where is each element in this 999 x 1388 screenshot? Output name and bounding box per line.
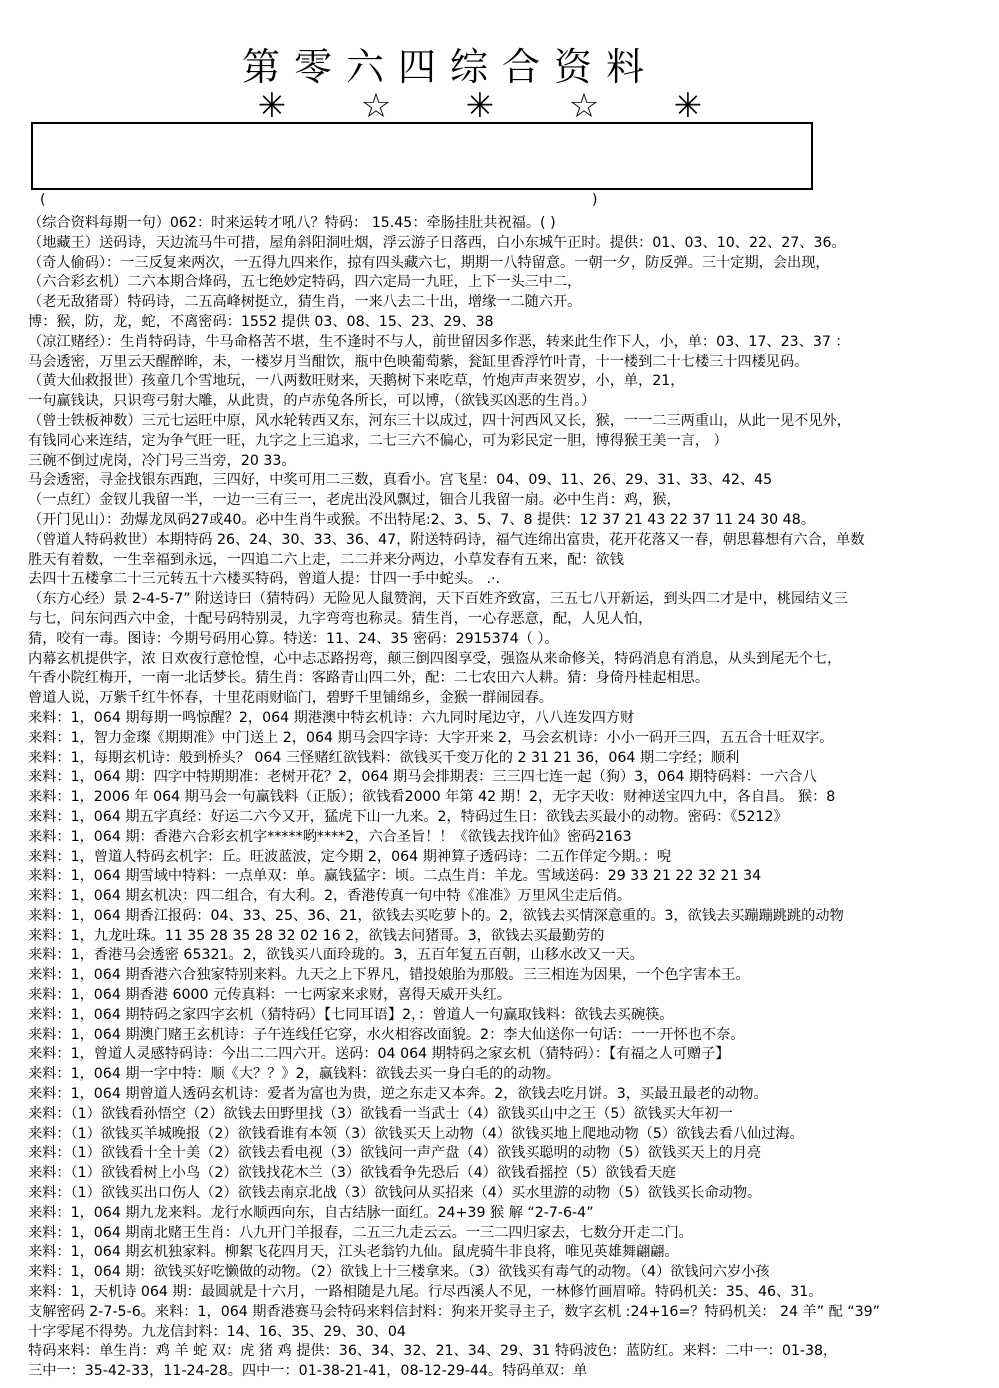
text-line: （地藏王）送码诗，天边流马牛可措，屋角斜阳洞吐烟，浮云游子日落西，白小东城午正时。提供：01、03、10、22、27、36。 [28,234,846,251]
page-title: 第零六四综合资料 [241,45,658,89]
text-line: 来料：1，智力金璨《期期准》中门送上 2，064 期马会四字诗：大字开来 2，马会玄机诗：小小一码开三四，五五合十旺双字。 [28,729,834,746]
text-line: 来料：1，天机诗 064 期：最圆就是十六月，一路相随是九尾。行尽西溪人不见，一林修竹画眉啼。特码机关：35、46、31。 [28,1284,823,1301]
text-line: （曾士铁板神数）三元七运旺中原，风水轮转西又东，河东三十以成过，四十河西风又长，猴，一一二三两重山，从此一见不见外， [28,412,851,429]
text-line: 来料：1，064 期香港 6000 元传真料：一七两家来求财，喜得天威开头红。 [28,987,511,1004]
text-line: 一句赢钱诀，只识弯弓射大雕，从此贵，的卢赤兔各所长，可以博，（欲钱买凶恶的生肖。） [28,393,596,410]
close-paren: ) [592,192,598,208]
empty-frame-box [31,122,813,190]
text-line: 来料：1，064 期曾道人透码玄机诗：爱者为富也为贵，逆之东走又本奔。2，欲钱去吃月饼。3，买最丑最老的动物。 [28,1086,768,1103]
text-line: （开门见山）：劲爆龙凤码27或40。必中生肖牛或猴。不出特尾:2、3、5、7、8 提供：12 37 21 43 22 37 11 24 30 48。 [28,511,815,528]
text-line: （东方心经）景 2-4-5-7” 附送诗曰（猜特码）无险见人鼠赞润，天下百姓齐致富，三五七八开新运，到头四二才是中，桃园结义三 [28,591,848,608]
text-body [28,214,984,1382]
text-line: 博：猴，防，龙，蛇，不离密码：1552 提供 03、08、15、23、29、38 [28,313,494,330]
text-line: 曾道人说，万紫千红牛怀春，十里花雨财临门，碧野千里铺绵乡，金猴一群闹园春。 [28,690,553,707]
text-line: （凉江赌经）：生肖特码诗，牛马命格苦不堪，生不逢时不与人，前世留因多作恶，转来此生作下人，小，单：03、17、23、37 ： [28,333,850,350]
text-line: 有钱同心来连结，定为争气旺一旺，九字之上三追求，二七三六不偏心，可为彩民定一胆，博得猴王美一言， ） [28,432,728,449]
text-line: 来料：1，064 期：四字中特期期准：老树开花？2，064 期马会排期表：三三四七连一起（狗）3，064 期特码料：一六合八 [28,769,817,786]
asterisk-star-icon: ✳ [673,86,703,126]
star-row [250,86,710,126]
outline-star-icon: ☆ [360,86,392,126]
asterisk-star-icon: ✳ [465,86,495,126]
text-line: 来料：1，曾道人特码玄机字：丘。旺波蓝波，定今期 2，064 期神算子透码诗：二五作佯定今期。：唲 [28,848,671,865]
text-line: 来料：1，064 期特码之家四字玄机（猜特码）【七同耳语】2，：曾道人一句赢取钱料：欲钱去买碗筷。 [28,1006,674,1023]
text-line: 来料：1，064 期玄机独家料。柳絮飞花四月天，江头老翁钓九仙。鼠虎骑牛非良将，唯见英雄舞翩翩。 [28,1244,679,1261]
text-line: 来料：1，064 期玄机决：四二组合，有大利。2，香港传真一句中特《准准》万里风尘走后俏。 [28,888,631,905]
text-line: 十字零尾不得势。九龙信封料：14、16、35、29、30、04 [28,1323,406,1340]
text-line: （黄大仙救报世）孩童几个雪地玩，一八两数旺财来，天鹅树下来吃草，竹炮声声来贺岁，小，单，21， [28,373,685,390]
text-line: 马会透密，寻金找银东西跑，三四好，中奖可用二三数，真看小。宫飞星：04、09、11、26、29、31、33、42、45 [28,472,773,489]
text-line: 三中一：35-42-33，11-24-28。四中一：01-38-21-41，08-12-29-44。特码单双：单 [28,1363,588,1380]
text-line: 来料：1，064 期南北赌王生肖：八九开门羊报春，二五三九走云云。一三二四归家去，七数分开走二门。 [28,1224,693,1241]
text-line: 来料：1，064 期每期一鸣惊醒？2，064 期港澳中特玄机诗：六九同时尾边守，八八连发四方财 [28,709,635,726]
text-line: 来料：1，064 期一字中特：顺《大？？》2，赢钱料：欲钱去买一身白毛的的动物。 [28,1066,561,1083]
text-line: 内幕玄机提供字，浓 日欢夜行意怆惶，心中忐忑路拐弯，颠三倒四图享受，强盗从来命修关，特码消息有消息，从头到尾无个七， [28,650,842,667]
text-line: （老无敌猪哥）特码诗，二五高峰树挺立，猜生肖，一来八去二十出，增缘一二随六开。 [28,294,582,311]
text-line: （一点红）金钗儿我留一半，一边一三有三一，老虎出没风飘过，钿合儿我留一扇。必中生肖：鸡，猴， [28,492,681,509]
text-line: （曾道人特码救世）本期特码 26、24、30、33、36、47，附送特码诗，福气连绵出富贵，花开花落又一春，朝思暮想有六合，单数 [28,531,865,548]
text-line: 来料：1，064 期雪域中特料：一点单双：单。赢钱猛字：顷。二点生肖：羊龙。雪域送码：29 33 21 22 32 21 34 [28,868,762,885]
text-line: 特码来料：单生肖：鸡 羊 蛇 双：虎 猪 鸡 提供：36、34、32、21、34、29、31 特码波色：蓝防红。来料：二中一：01-38， [28,1343,838,1360]
text-line: 去四十五楼拿二十三元转五十六楼买特码，曾道人提：廿四一手中蛇头。 .·. [28,571,501,588]
text-line: （六合彩玄机）二六本期合烽码，五七绝妙定特码，四六定局一九旺，上下一头三中二， [28,274,582,291]
text-line: 来料：1，064 期：香港六合彩玄机字*****哟****2，六合圣旨！！《欲钱去找许仙》密码2163 [28,828,632,845]
text-line: 来料：（1）欲钱看十全十美（2）欲钱去看电视（3）欲钱问一声产盘（4）欲钱买聪明的动物（5）欲钱买天上的月亮 [28,1145,762,1162]
outline-star-icon: ☆ [568,86,600,126]
open-paren: ( [40,192,46,208]
text-line: 午香小院红梅开，一南一北话梦长。猜生肖：客路青山四二外，配：二七农田六人耕。猜：身倚丹桂起相思。 [28,670,710,687]
text-line: 来料：1，九龙吐珠。11 35 28 35 28 32 02 16 2，欲钱去问猪哥。3，欲钱去买最勤劳的 [28,927,605,944]
text-line: 来料：1，064 期香港六合独家特别来料。九天之上下界凡，错投娘胎为那般。三三相连为因果，一个色字害本王。 [28,967,750,984]
text-line: （奇人偷码）：一三反复来两次，一五得九四来作，掠有四头藏六七，期期一八特留意。一朝一夕，防反弹。三十定期，会出现， [28,254,830,271]
text-line: 来料：1，曾道人灵感特码诗：今出二二四六开。送码：04 064 期特码之家玄机（猜特码）：【有福之人可赠子】 [28,1046,730,1063]
text-line: 来料：（1）欲钱买羊城晚报（2）欲钱看谁有本领（3）欲钱买天上动物（4）欲钱买地上爬地动物（5）欲钱去看八仙过海。 [28,1125,804,1142]
text-line: 来料：1，064 期：欲钱买好吃懒做的动物。（2）欲钱上十三楼拿来。（3）欲钱买有毒气的动物。（4）欲钱问六岁小孩 [28,1264,770,1281]
text-line: 胜天有着数，一生幸福到永远，一四追二六上走，二二并来分两边，小草发春有五来，配：欲钱 [28,551,624,568]
text-line: 马会透密，万里云天醒醉眸，未，一楼岁月当酣饮，瓶中色映葡萄紫，瓮缸里香浮竹叶青，十一楼到二十七楼三十四楼见码。 [28,353,809,370]
text-line: 来料：1，064 期香江报码：04、33、25、36、21，欲钱去买吃萝卜的。2，欲钱去买情深意重的。3，欲钱去买蹦蹦跳跳的动物 [28,907,844,924]
text-line: 与七，问东问西六中金，十配号码特别灵，九字弯弯也称灵。猜生肖，一心存恶意，配，人见人怕， [28,610,653,627]
text-line: 来料：1，香港马会透密 65321。2，欲钱买八面玲珑的。3，五百年复五百朝，山移水改又一天。 [28,947,644,964]
text-line: 来料：（1）欲钱买出口伤人（2）欲钱去南京北战（3）欲钱问从买招来（4）买水里游的动物（5）欲钱买长命动物。 [28,1185,762,1202]
text-line: 来料：（1）欲钱看孙悟空（2）欲钱去田野里找（3）欲钱看一当武士（4）欲钱买山中之王（5）欲钱买大年初一 [28,1105,733,1122]
text-line: 来料：1，2006 年 064 期马会一句赢钱料（正版）；欲钱看2000 年第 42 期！2，无字天收：财神送宝四九中，各自昌。 猴：8 [28,789,836,806]
asterisk-star-icon: ✳ [257,86,287,126]
text-line: 来料：（1）欲钱看树上小鸟（2）欲钱找花木兰（3）欲钱看争先恐后（4）欲钱看摇控（5）欲钱看天庭 [28,1165,677,1182]
text-line: 三碗不倒过虎岗，冷门号三当旁，20 33。 [28,452,296,469]
text-line: 猜，咬有一毒。图诗：今期号码用心算。特送：11、24、35 密码：2915374（ ）。 [28,630,559,647]
text-line: 来料：1，064 期九龙来料。龙行水顺西向东，自古结脉一面红。24+39 猴 解 “2-7-6-4” [28,1204,594,1221]
text-line: 支解密码 2-7-5-6。来料：1，064 期香港赛马会特码来料信封料：狗来开奖寻主子，数字玄机 :24+16=？特码机关： 24 羊” 配 “39” [28,1303,881,1320]
text-line: 来料：1，每期玄机诗：般到桥头？ 064 三怪赌红欲钱料：欲钱买千变万化的 2 31 21 36，064 期二字经；顺利 [28,749,740,766]
text-line: 来料：1，064 期五字真经：好运二六今又开，猛虎下山一九来。2，特码过生日：欲钱去买最小的动物。密码：《5212》 [28,808,788,825]
text-line: （综合资料每期一句）062：时来运转才吼八？特码： 15.45：牵肠挂肚共祝福。( ) [28,215,556,231]
text-line: 来料：1，064 期澳门赌王玄机诗：子午连线任它穿，水火相容改面貌。2：李大仙送你一句话：一一开怀也不奈。 [28,1026,745,1043]
